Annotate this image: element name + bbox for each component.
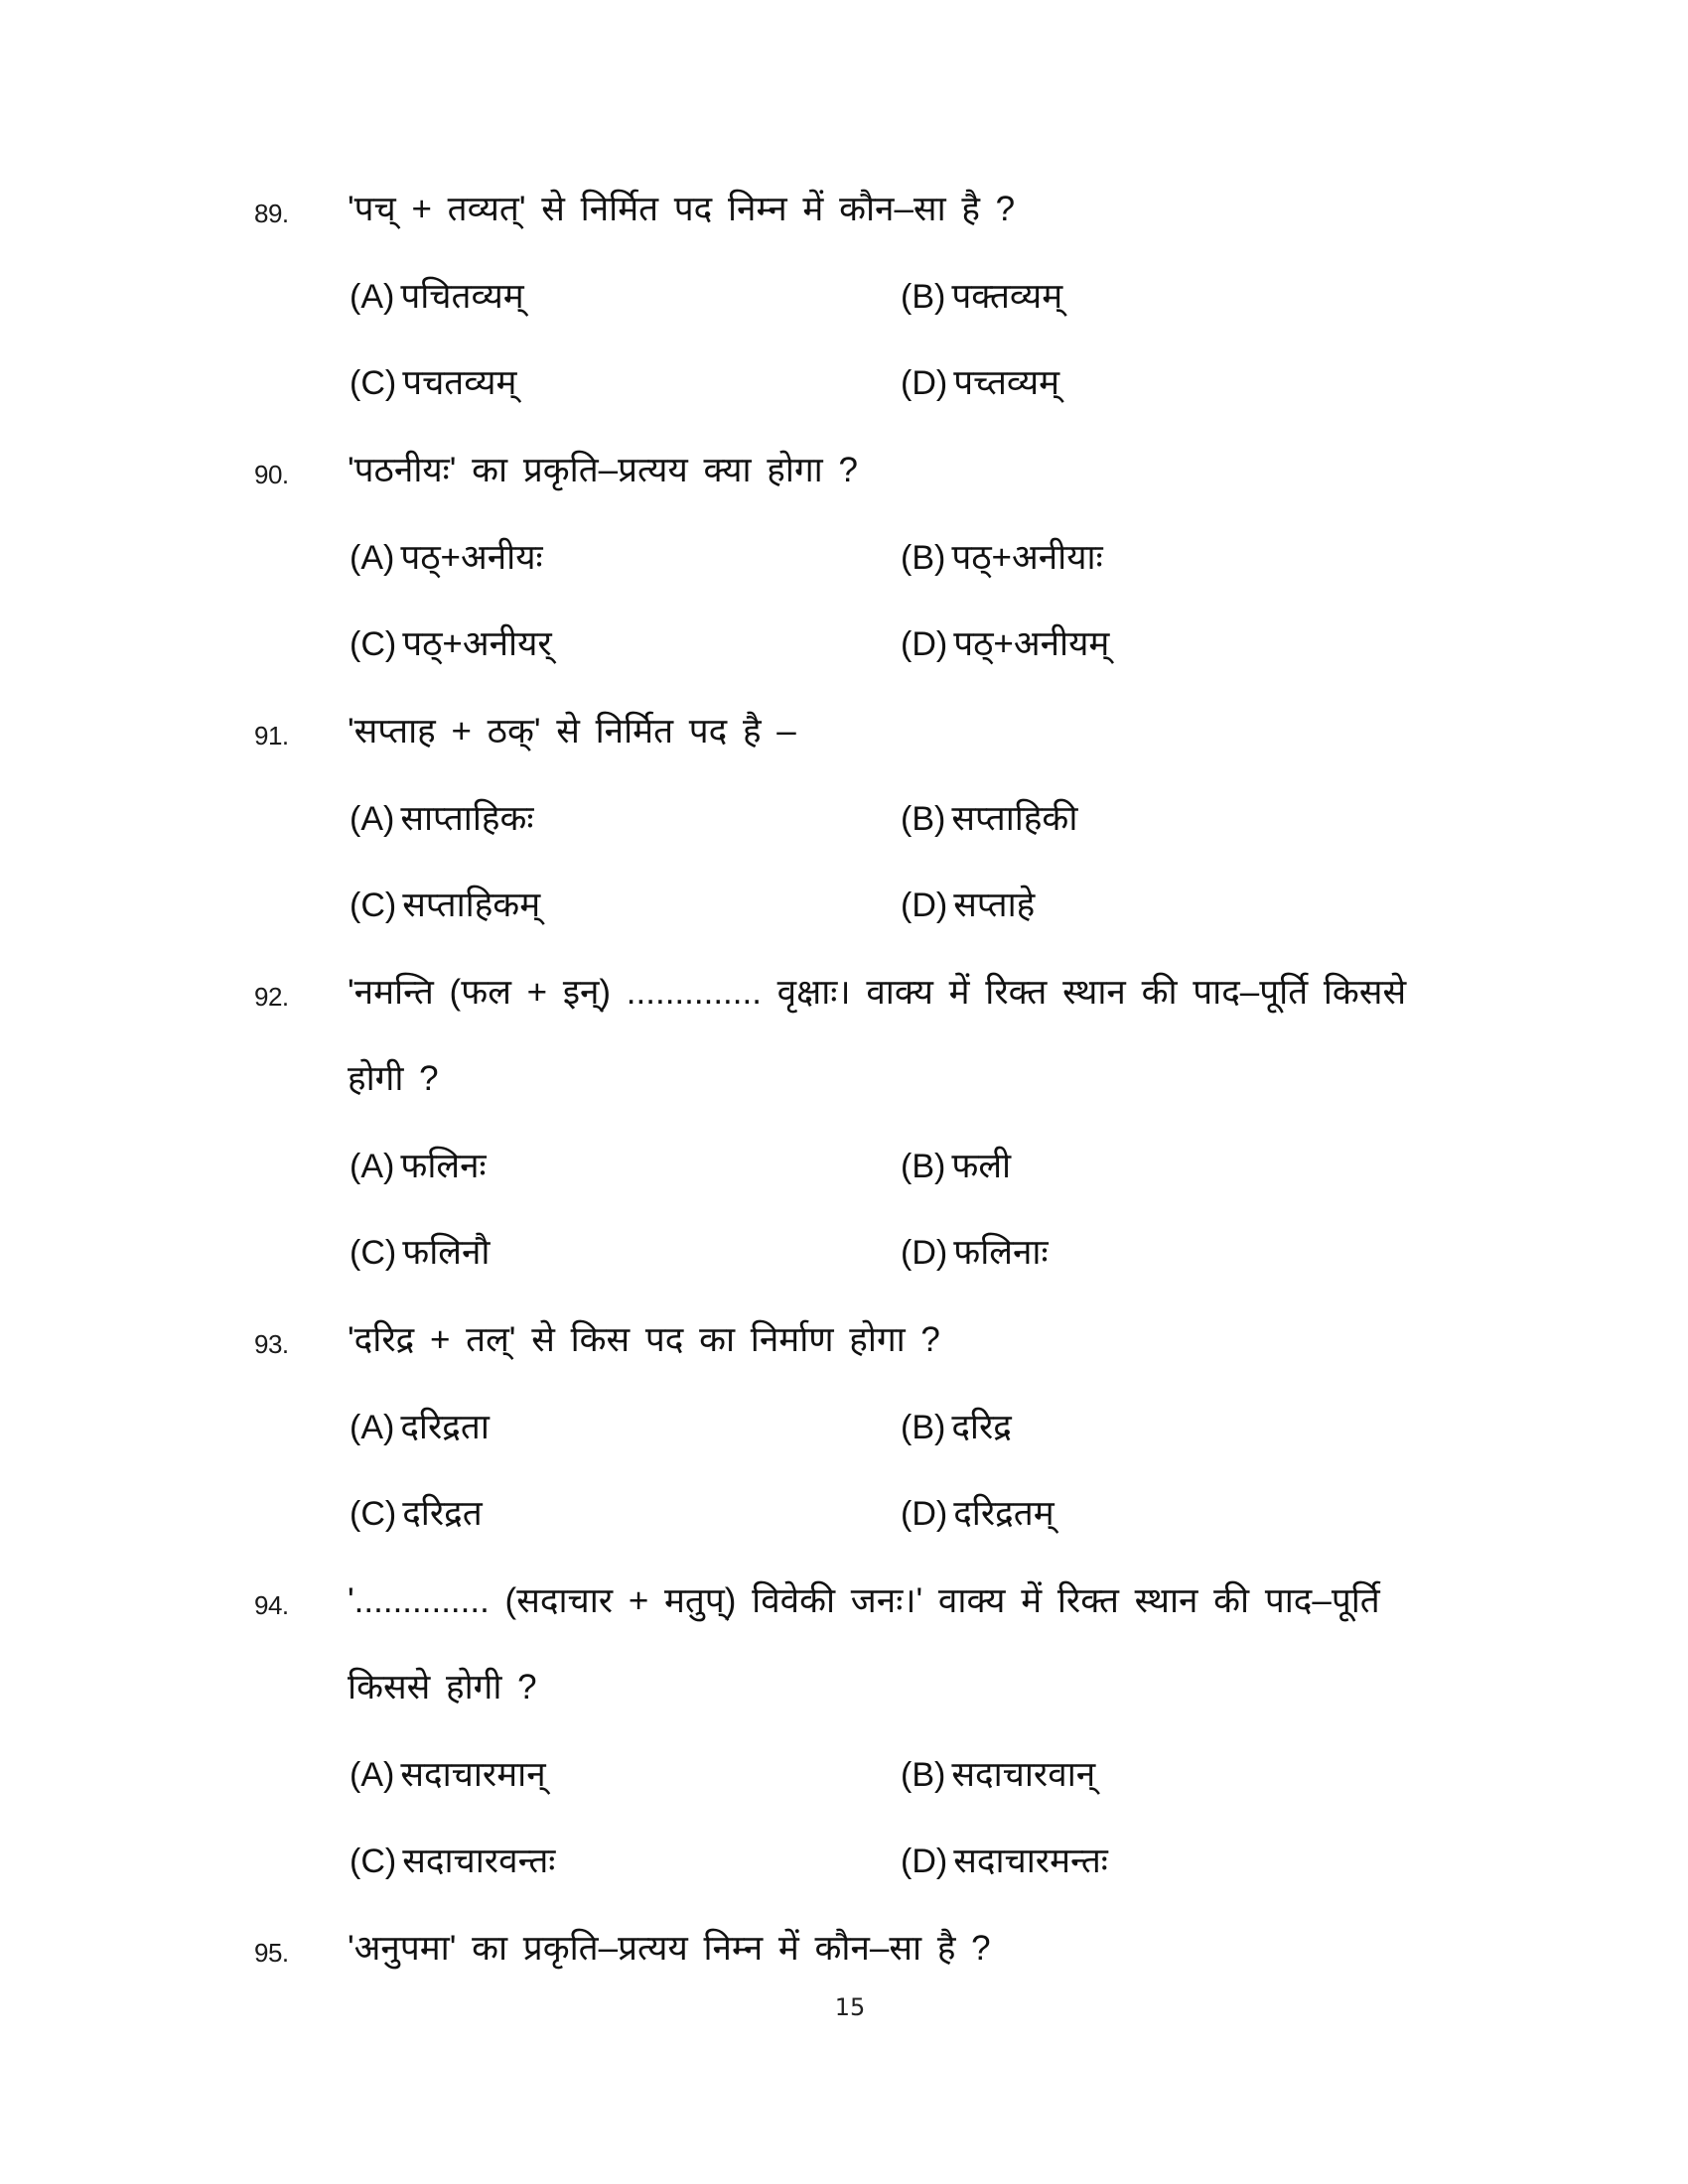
option-c <box>350 1489 483 1536</box>
option-c <box>350 1837 555 1883</box>
question-number: 92. <box>254 982 289 1012</box>
option-text: दरिद्रत <box>402 1494 483 1533</box>
option-b <box>901 1750 1095 1797</box>
option-d <box>901 1837 1108 1883</box>
question-93 <box>0 1315 1688 1375</box>
option-c <box>350 881 540 927</box>
question-text: 'दरिद्र + तल्' से किस पद का निर्माण होगा ? <box>348 1320 940 1359</box>
option-label: (B) <box>901 800 946 838</box>
option-d <box>901 1228 1049 1275</box>
option-b <box>901 1142 1011 1188</box>
option-text: साप्ताहिकः <box>400 799 534 838</box>
question-number: 93. <box>254 1329 289 1359</box>
question-number: 89. <box>254 199 289 228</box>
question-number: 94. <box>254 1590 289 1620</box>
question-89 <box>0 185 1688 244</box>
option-a <box>350 272 524 319</box>
question-number: 95. <box>254 1938 289 1968</box>
option-text: सदाचारमन्तः <box>953 1842 1108 1880</box>
option-label: (A) <box>350 1409 395 1446</box>
option-label: (B) <box>901 278 946 316</box>
option-b <box>901 533 1103 580</box>
option-label: (C) <box>350 1843 397 1880</box>
option-label: (C) <box>350 364 397 402</box>
option-text: सदाचारमान् <box>400 1755 546 1794</box>
option-label: (C) <box>350 1234 397 1272</box>
option-text: पठ्+अनीयाः <box>951 538 1103 577</box>
option-label: (B) <box>901 1756 946 1794</box>
option-text: फलिनौ <box>402 1233 491 1272</box>
option-text: फलिनाः <box>953 1233 1049 1272</box>
option-a <box>350 1142 487 1188</box>
option-b <box>901 1403 1012 1449</box>
option-label: (C) <box>350 887 397 924</box>
option-text: सदाचारवान् <box>951 1755 1096 1794</box>
option-text: सप्ताहिकी <box>951 799 1078 838</box>
option-label: (B) <box>901 1409 946 1446</box>
question-text: '.............. (सदाचार + मतुप्) विवेकी जनः।' वाक्य में रिक्त स्थान की पाद–पूर्ति <box>348 1581 1380 1620</box>
option-a <box>350 1750 546 1797</box>
question-text: 'नमन्ति (फल + इन्) .............. वृक्षाः। वाक्य में रिक्त स्थान की पाद–पूर्ति किससे <box>348 973 1407 1012</box>
option-text: पठ्+अनीयर् <box>402 624 552 663</box>
question-94 <box>0 1576 1688 1636</box>
option-label: (B) <box>901 1148 946 1185</box>
page-number: 15 <box>834 1993 866 2021</box>
option-text: फलिनः <box>400 1147 487 1185</box>
option-label: (A) <box>350 800 395 838</box>
option-a <box>350 794 533 841</box>
option-label: (D) <box>901 625 948 663</box>
option-c <box>350 619 552 666</box>
option-text: दरिद्रतम् <box>953 1494 1055 1533</box>
question-90 <box>0 446 1688 505</box>
option-label: (C) <box>350 1495 397 1533</box>
option-a <box>350 1403 490 1449</box>
option-text: सप्ताहिकम् <box>402 886 541 924</box>
option-a <box>350 533 543 580</box>
option-label: (A) <box>350 1756 395 1794</box>
option-c <box>350 358 516 405</box>
option-label: (D) <box>901 1495 948 1533</box>
option-label: (C) <box>350 625 397 663</box>
option-b <box>901 794 1077 841</box>
option-b <box>901 272 1062 319</box>
option-text: सप्ताहे <box>953 886 1036 924</box>
option-c <box>350 1228 490 1275</box>
option-text: पठ्+अनीयः <box>400 538 543 577</box>
option-label: (D) <box>901 1843 948 1880</box>
option-d <box>901 619 1109 666</box>
question-91 <box>0 707 1688 766</box>
question-number: 91. <box>254 721 289 751</box>
option-text: पचितव्यम् <box>400 277 524 316</box>
question-text: 'अनुपमा' का प्रकृति–प्रत्यय निम्न में कौन–सा है ? <box>348 1929 991 1968</box>
option-label: (B) <box>901 539 946 577</box>
option-text: दरिद्रता <box>400 1408 490 1446</box>
question-92 <box>0 968 1688 1027</box>
option-text: दरिद्र <box>951 1408 1012 1446</box>
option-label: (D) <box>901 364 948 402</box>
question-text-continuation: किससे होगी ? <box>348 1668 537 1706</box>
option-label: (A) <box>350 539 395 577</box>
question-text: 'पच् + तव्यत्' से निर्मित पद निम्न में कौन–सा है ? <box>348 190 1016 228</box>
option-d <box>901 881 1035 927</box>
option-text: पक्तव्यम् <box>951 277 1063 316</box>
question-number: 90. <box>254 460 289 489</box>
question-text: 'पठनीयः' का प्रकृति–प्रत्यय क्या होगा ? <box>348 451 858 489</box>
question-95 <box>0 1924 1688 1983</box>
option-text: सदाचारवन्तः <box>402 1842 556 1880</box>
question-text-continuation: होगी ? <box>348 1059 439 1098</box>
option-d <box>901 1489 1055 1536</box>
question-text: 'सप्ताह + ठक्' से निर्मित पद है – <box>348 712 796 751</box>
option-text: फली <box>951 1147 1012 1185</box>
option-d <box>901 358 1059 405</box>
option-label: (D) <box>901 887 948 924</box>
option-text: पचतव्यम् <box>402 363 517 402</box>
option-label: (A) <box>350 1148 395 1185</box>
option-text: पठ्+अनीयम् <box>953 624 1110 663</box>
option-label: (A) <box>350 278 395 316</box>
option-text: पच्तव्यम् <box>953 363 1060 402</box>
option-label: (D) <box>901 1234 948 1272</box>
